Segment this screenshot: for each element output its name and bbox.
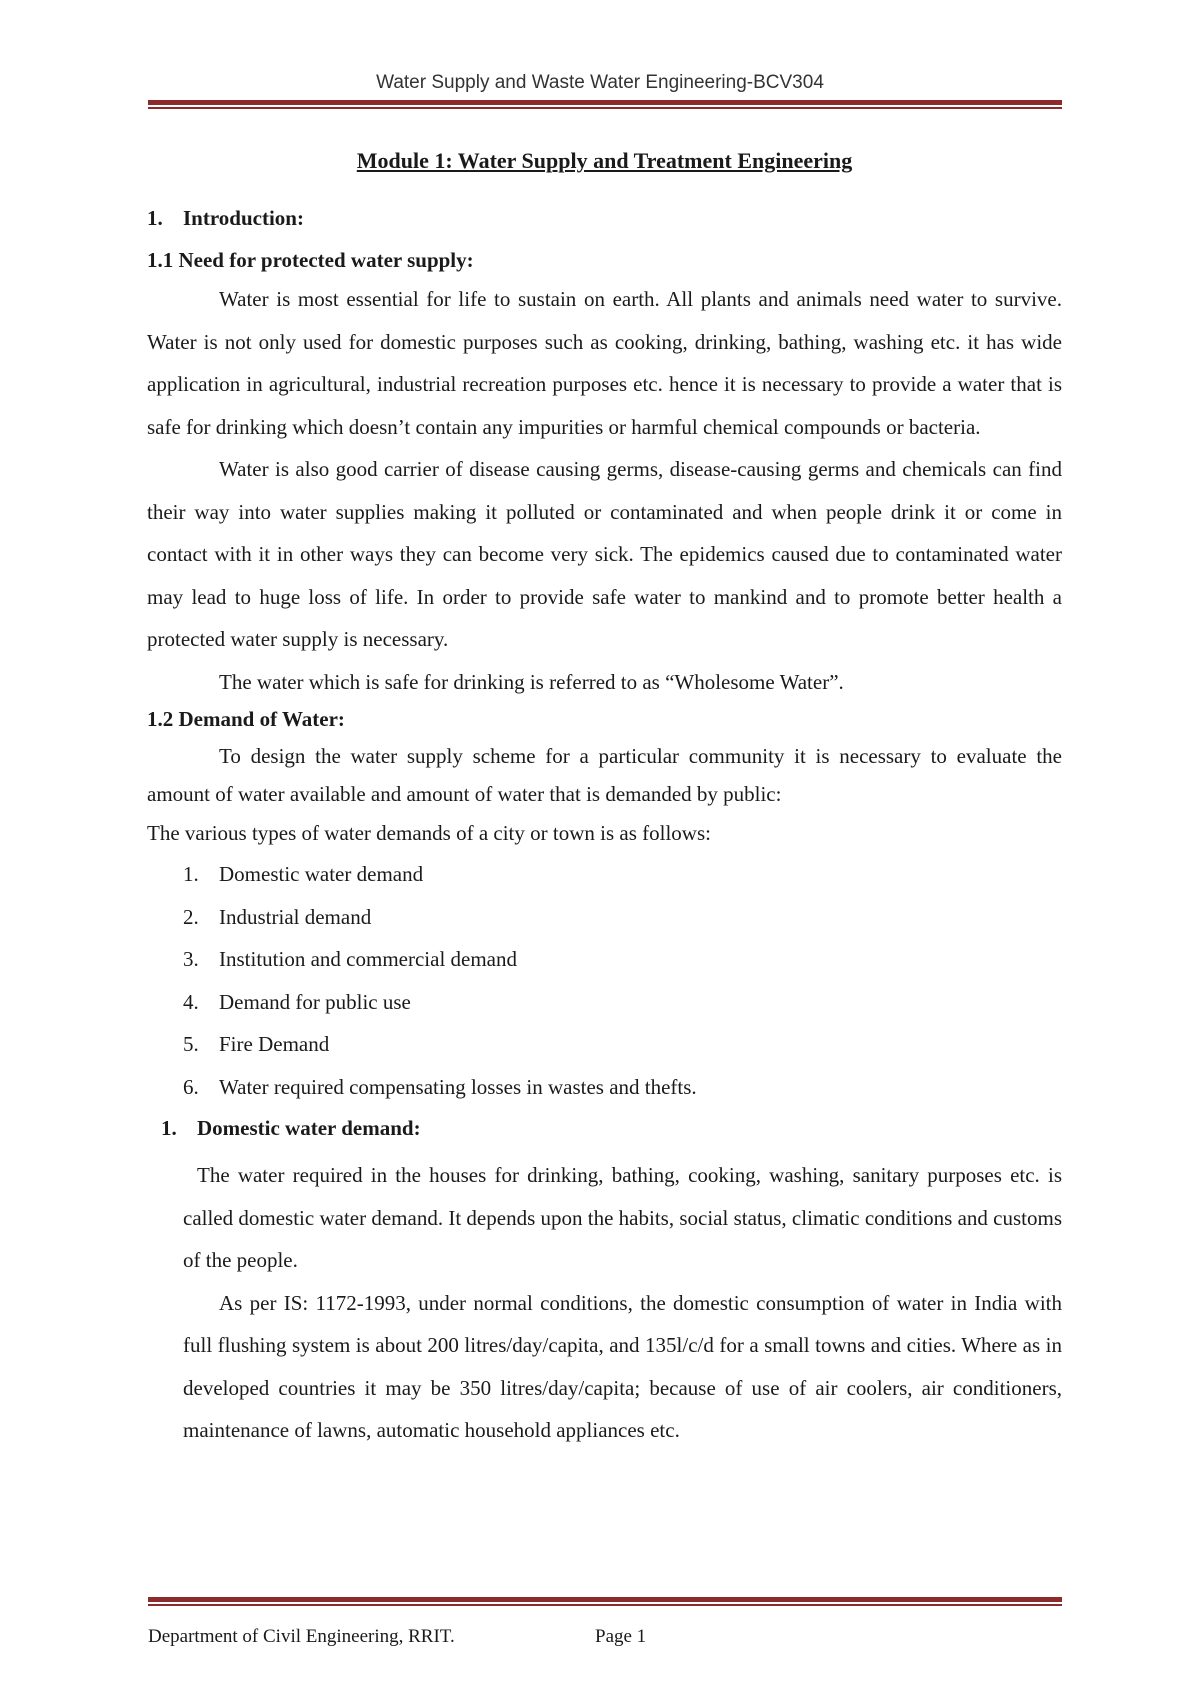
subsection-number: 1. <box>161 1116 177 1140</box>
list-item: 6. Water required compensating losses in wastes and thefts. <box>183 1074 697 1099</box>
section-demand-heading: 1.2 Demand of Water: <box>147 707 345 731</box>
paragraph: To design the water supply scheme for a particular community it is necessary to evaluate the amount of water available and amount of water that is demanded by public: <box>147 744 1062 806</box>
page-header-title: Water Supply and Waste Water Engineering-BCV304 <box>376 72 824 93</box>
list-item: 2. Industrial demand <box>183 904 372 929</box>
list-item: 4. Demand for public use <box>183 989 411 1014</box>
document-body <box>147 148 1062 1452</box>
footer-page-number: Page 1 <box>595 1626 647 1647</box>
page-footer <box>148 1626 647 1648</box>
paragraph: Water is also good carrier of disease causing germs, disease-causing germs and chemicals can find their way into water supplies making it polluted or contaminated and when people drink it or come in contact with it in other ways they can become very sick. The epidemics caused due to contaminated water may lead to huge loss of life. In order to provide safe water to mankind and to promote better health a protected water supply is necessary. <box>147 457 1062 651</box>
section-label: Introduction: <box>183 206 304 230</box>
section-number: 1. <box>147 206 163 230</box>
subsection-label: Domestic water demand: <box>197 1116 421 1140</box>
list-item: 3. Institution and commercial demand <box>183 947 517 971</box>
paragraph: Water is most essential for life to sustain on earth. All plants and animals need water to survive. Water is not only used for domestic purposes such as cooking, drinking, bathing, washing etc. it has wide application in agricultural, industrial recreation purposes etc. hence it is necessary to provide a water that is safe for drinking which doesn’t contain any impurities or harmful chemical compounds or bacteria. <box>147 287 1062 439</box>
paragraph: As per IS: 1172-1993, under normal conditions, the domestic consumption of water in India with full flushing system is about 200 litres/day/capita, and 135l/c/d for a small towns and cities. Where as in developed countries it may be 350 litres/day/capita; because of use of air coolers, air conditioners, maintenance of lawns, automatic household appliances etc. <box>183 1290 1062 1442</box>
domestic-demand-body <box>183 1154 1062 1452</box>
section-need-heading: 1.1 Need for protected water supply: <box>147 248 474 272</box>
footer-department: Department of Civil Engineering, RRIT. <box>148 1626 455 1647</box>
footer-divider <box>148 1597 1062 1606</box>
list-item: 1. Domestic water demand <box>183 862 424 886</box>
paragraph: The water which is safe for drinking is referred to as “Wholesome Water”. <box>219 669 844 694</box>
section-introduction-heading <box>147 204 1062 232</box>
list-intro: The various types of water demands of a city or town is as follows: <box>147 821 711 845</box>
module-title: Module 1: Water Supply and Treatment Engineering <box>356 148 853 173</box>
paragraph: The water required in the houses for drinking, bathing, cooking, washing, sanitary purposes etc. is called domestic water demand. It depends upon the habits, social status, climatic conditions and customs of the people. <box>183 1163 1062 1272</box>
demand-types-list <box>147 853 1062 1108</box>
list-item: 5. Fire Demand <box>183 1032 330 1056</box>
header-divider <box>148 100 1062 109</box>
domestic-demand-heading <box>161 1110 1062 1146</box>
